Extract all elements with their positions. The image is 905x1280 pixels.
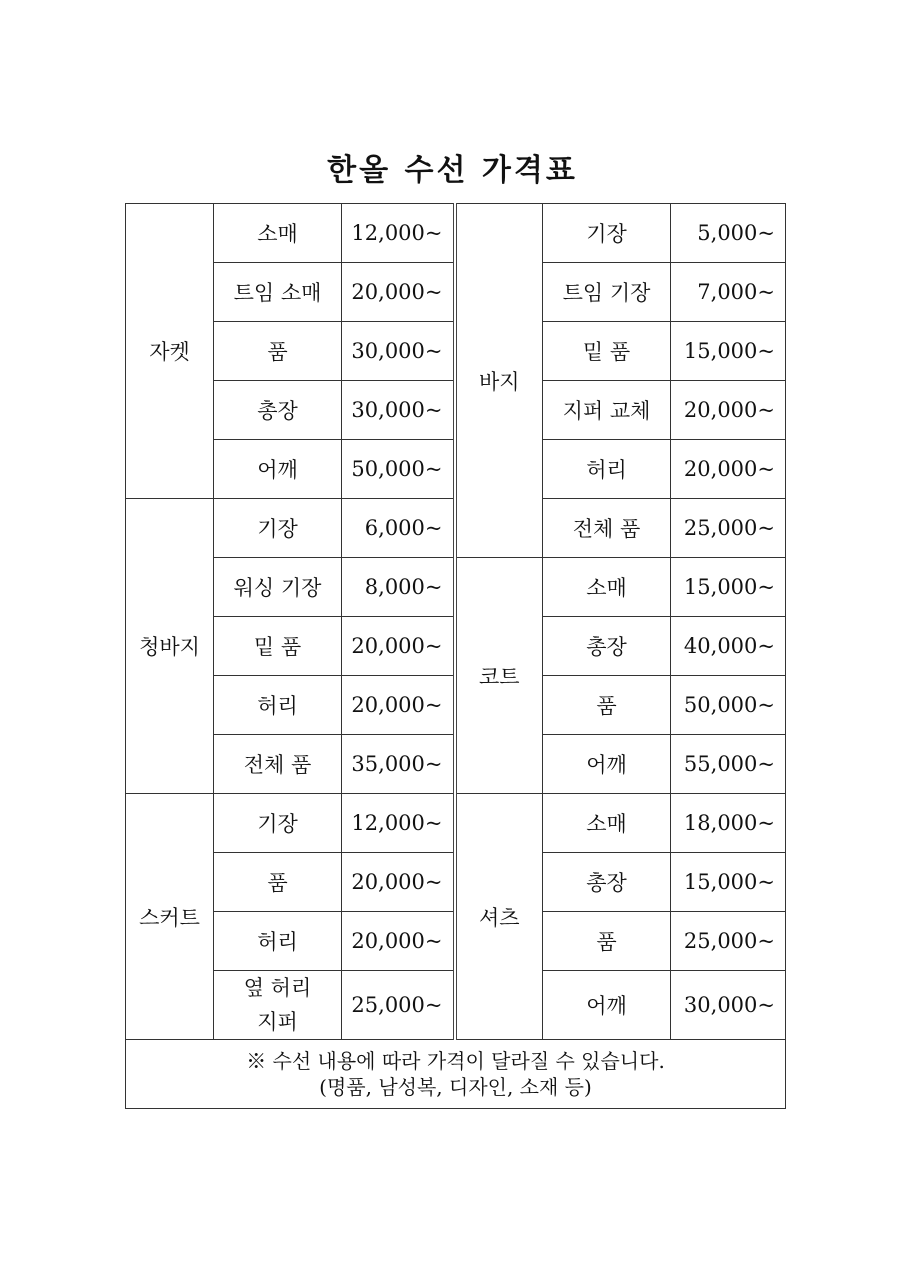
price-cell: 20,000~ — [342, 912, 455, 971]
item-cell: 기장 — [214, 499, 342, 558]
item-cell: 어깨 — [543, 971, 671, 1040]
table-row — [126, 204, 786, 263]
price-cell: 20,000~ — [342, 853, 455, 912]
item-cell: 전체 품 — [214, 735, 342, 794]
price-table — [125, 203, 786, 1109]
item-cell: 지퍼 교체 — [543, 381, 671, 440]
price-cell: 12,000~ — [342, 794, 455, 853]
item-cell: 기장 — [543, 204, 671, 263]
note-line-2: (명품, 남성복, 디자인, 소재 등) — [319, 1075, 592, 1099]
price-cell: 6,000~ — [342, 499, 455, 558]
price-cell: 50,000~ — [671, 676, 786, 735]
item-cell: 소매 — [543, 794, 671, 853]
item-cell: 기장 — [214, 794, 342, 853]
price-cell: 12,000~ — [342, 204, 455, 263]
item-line: 옆 허리 — [243, 976, 312, 1000]
price-cell: 15,000~ — [671, 558, 786, 617]
note-row — [126, 1040, 786, 1109]
price-cell: 15,000~ — [671, 853, 786, 912]
price-cell: 18,000~ — [671, 794, 786, 853]
price-cell: 5,000~ — [671, 204, 786, 263]
item-cell — [214, 971, 342, 1040]
item-cell: 소매 — [543, 558, 671, 617]
item-cell: 트임 기장 — [543, 263, 671, 322]
price-cell: 20,000~ — [342, 617, 455, 676]
price-cell: 25,000~ — [342, 971, 455, 1040]
price-cell: 30,000~ — [342, 322, 455, 381]
item-cell: 품 — [214, 322, 342, 381]
price-cell: 30,000~ — [671, 971, 786, 1040]
price-cell: 25,000~ — [671, 912, 786, 971]
item-cell: 어깨 — [214, 440, 342, 499]
item-cell: 어깨 — [543, 735, 671, 794]
price-cell: 7,000~ — [671, 263, 786, 322]
item-cell: 밑 품 — [543, 322, 671, 381]
item-cell: 총장 — [543, 617, 671, 676]
item-line: 지퍼 — [257, 1010, 298, 1034]
item-cell: 소매 — [214, 204, 342, 263]
note-line-1: ※ 수선 내용에 따라 가격이 달라질 수 있습니다. — [246, 1049, 665, 1073]
item-cell: 총장 — [214, 381, 342, 440]
category-pants: 바지 — [455, 204, 543, 558]
price-cell: 15,000~ — [671, 322, 786, 381]
price-cell: 35,000~ — [342, 735, 455, 794]
item-cell: 워싱 기장 — [214, 558, 342, 617]
item-cell: 품 — [543, 912, 671, 971]
item-cell: 허리 — [214, 912, 342, 971]
item-cell: 허리 — [543, 440, 671, 499]
category-jacket: 자켓 — [126, 204, 214, 499]
price-cell: 20,000~ — [671, 381, 786, 440]
item-cell: 허리 — [214, 676, 342, 735]
item-cell: 전체 품 — [543, 499, 671, 558]
price-cell: 20,000~ — [342, 676, 455, 735]
item-cell: 밑 품 — [214, 617, 342, 676]
category-jeans: 청바지 — [126, 499, 214, 794]
price-cell: 40,000~ — [671, 617, 786, 676]
item-cell: 총장 — [543, 853, 671, 912]
price-cell: 55,000~ — [671, 735, 786, 794]
category-coat: 코트 — [455, 558, 543, 794]
price-cell: 8,000~ — [342, 558, 455, 617]
category-shirt: 셔츠 — [455, 794, 543, 1040]
price-cell: 20,000~ — [342, 263, 455, 322]
category-skirt: 스커트 — [126, 794, 214, 1040]
item-cell: 품 — [214, 853, 342, 912]
price-cell: 30,000~ — [342, 381, 455, 440]
note-cell — [126, 1040, 786, 1109]
item-cell: 품 — [543, 676, 671, 735]
price-cell: 20,000~ — [671, 440, 786, 499]
page-title: 한올 수선 가격표 — [327, 153, 578, 188]
item-cell: 트임 소매 — [214, 263, 342, 322]
price-cell: 25,000~ — [671, 499, 786, 558]
price-cell: 50,000~ — [342, 440, 455, 499]
table-row — [126, 794, 786, 853]
table-row — [126, 558, 786, 617]
